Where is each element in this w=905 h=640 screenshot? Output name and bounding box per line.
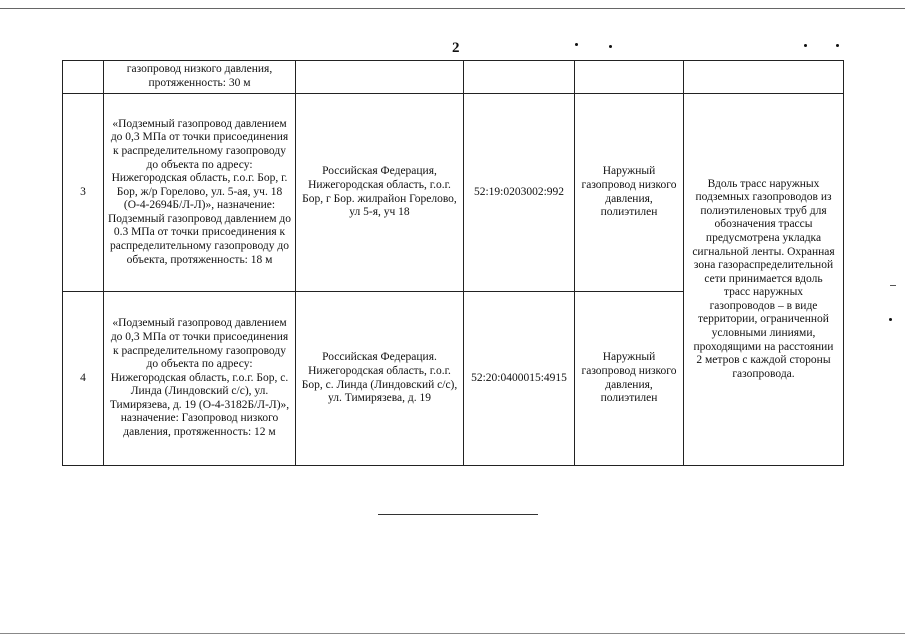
- restriction-cell: [684, 61, 844, 94]
- table-row: [63, 61, 844, 94]
- object-type: Наружный газопровод низкого давления, полиэтилен: [575, 292, 684, 466]
- table-row: [63, 94, 844, 292]
- object-description: «Подземный газопровод давлением до 0,3 МПа от точки присоединения к распределительному газопроводу до объекта по адресу: Нижегородская область, г.о.г. Бор, с. Линда (Линдовский с/с), ул. Тимирязева, д. 19 (О-4-3182Б/Л-Л)», назначение: Газопровод низкого давления, протяженность: 12 м: [104, 292, 296, 466]
- cadastral-number: [464, 61, 575, 94]
- row-number: [63, 61, 104, 94]
- row-number: 4: [63, 292, 104, 466]
- bottom-rule: [0, 633, 905, 634]
- object-description: газопровод низкого давления, протяженность: 30 м: [104, 61, 296, 94]
- cadastral-number: 52:20:0400015:4915: [464, 292, 575, 466]
- easement-table: [62, 60, 844, 466]
- speck: [889, 318, 892, 321]
- speck: [575, 43, 578, 46]
- object-location: Российская Федерация, Нижегородская область, г.о.г. Бор, г Бор. жилрайон Горелово, ул 5-я, уч 18: [296, 94, 464, 292]
- speck: [804, 44, 807, 47]
- object-location: [296, 61, 464, 94]
- object-type: [575, 61, 684, 94]
- page-number: 2: [452, 40, 460, 56]
- speck: [836, 44, 839, 47]
- restriction-description: Вдоль трасс наружных подземных газопроводов из полиэтиленовых труб для обозначения трассы предусмотрена укладка сигнальной ленты. Охранная зона газораспределительной сети принимается вдоль трасс наружных газопроводов – в виде территории, ограниченной условными линиями, проходящими на расстоянии 2 метров с каждой стороны газопровода.: [684, 94, 844, 466]
- object-location: Российская Федерация. Нижегородская область, г.о.г. Бор, с. Линда (Линдовский с/с), ул. Тимирязева, д. 19: [296, 292, 464, 466]
- speck: [609, 45, 612, 48]
- object-description: «Подземный газопровод давлением до 0,3 МПа от точки присоединения к распределительному газопроводу до объекта по адресу: Нижегородская область, г.о.г. Бор, г. Бор, ж/р Горелово, ул. 5-ая, уч. 18 (О-4-2694Б/Л-Л)», назначение: Подземный газопровод давлением до 0.3 МПа от точки присоединения к распределительному газопроводу до объекта, протяженность: 18 м: [104, 94, 296, 292]
- margin-mark: [890, 285, 896, 286]
- row-number: 3: [63, 94, 104, 292]
- separator-line: [378, 514, 538, 515]
- top-rule: [0, 8, 905, 9]
- object-type: Наружный газопровод низкого давления, полиэтилен: [575, 94, 684, 292]
- cadastral-number: 52:19:0203002:992: [464, 94, 575, 292]
